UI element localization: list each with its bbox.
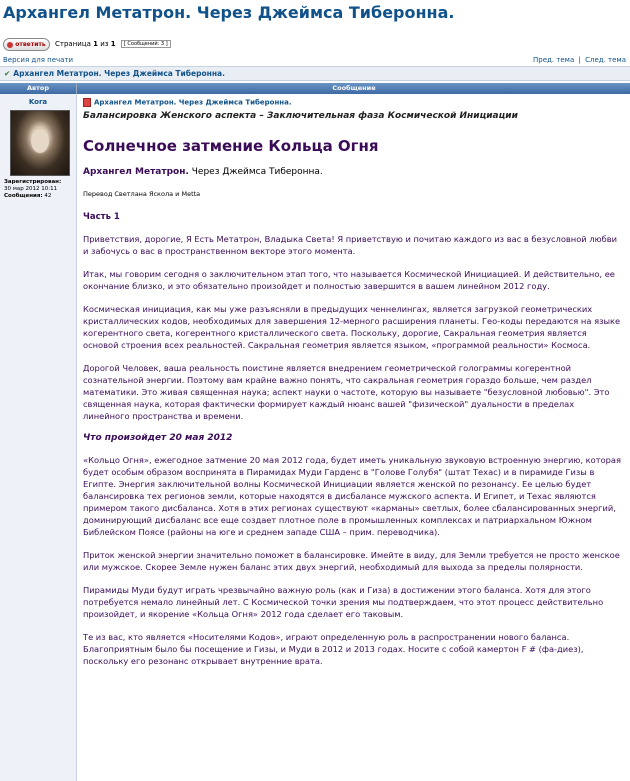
avatar bbox=[10, 110, 70, 176]
registered-label: Зарегистрирован: bbox=[4, 179, 62, 185]
nav-separator: | bbox=[578, 56, 581, 64]
avatar-face bbox=[31, 129, 49, 153]
breadcrumb bbox=[0, 66, 630, 81]
post-subject-text: Архангел Метатрон. Через Джеймса Тиберонна. bbox=[94, 98, 292, 107]
author-profile bbox=[0, 94, 77, 781]
part-heading: Часть 1 bbox=[83, 212, 120, 222]
table-header bbox=[0, 83, 630, 94]
page-total: 1 bbox=[110, 40, 116, 48]
post-subject[interactable] bbox=[83, 98, 623, 107]
paragraph: Те из вас, кто является «Носителями Кодов», играют определенную роль в распространении нового баланса. Благоприятным было бы посещение и Гизы, и Муди в 2012 и 2013 годах. Носите с собой камертон F # (фа-диез), поскольку его резонанс открывает внутренние врата. bbox=[83, 632, 584, 666]
reply-icon bbox=[7, 42, 13, 48]
posts-value: 42 bbox=[44, 193, 52, 199]
post-author-name: Архангел Метатрон. bbox=[83, 167, 189, 177]
check-icon: ✔ bbox=[4, 69, 11, 78]
post-heading: Солнечное затмение Кольца Огня bbox=[83, 137, 379, 155]
breadcrumb-link[interactable]: Архангел Метатрон. Через Джеймса Тиберонна. bbox=[13, 69, 225, 78]
author-meta bbox=[4, 179, 61, 200]
subheading: Что произойдет 20 мая 2012 bbox=[83, 433, 233, 443]
prev-topic-link[interactable]: Пред. тема bbox=[532, 56, 575, 64]
page-number: 1 bbox=[93, 40, 98, 48]
author-column-header: Автор bbox=[26, 84, 50, 92]
message-count: [ Сообщений: 3 ] bbox=[121, 40, 171, 48]
print-version-link[interactable]: Версия для печати bbox=[3, 56, 74, 64]
post-lead: Балансировка Женского аспекта – Заключительная фаза Космической Инициации bbox=[83, 111, 518, 121]
post-icon bbox=[83, 98, 91, 107]
topic-nav bbox=[531, 56, 626, 64]
reply-button[interactable] bbox=[3, 38, 50, 51]
posts-label: Сообщения: bbox=[4, 193, 43, 199]
paragraph: Итак, мы говорим сегодня о заключительном этап того, что называется Космической Инициацией. И действительно, ее окончание близко, и это обязательно произойдет и полностью завершится в вашем линейном 2012 году. bbox=[83, 269, 615, 291]
pagination-info bbox=[55, 40, 171, 48]
next-topic-link[interactable]: След. тема bbox=[585, 56, 626, 64]
author-name[interactable]: Kora bbox=[28, 98, 48, 106]
page-text: Страница bbox=[55, 40, 91, 48]
of-text: из bbox=[100, 40, 109, 48]
paragraph: Приток женской энергии значительно поможет в балансировке. Имейте в виду, для Земли требуется не просто женское или мужское. Скорее Земле нужен баланс этих двух энергий, необходимый для выхода за пределы полярности. bbox=[83, 550, 620, 572]
paragraph: Пирамиды Муди будут играть чрезвычайно важную роль (как и Гиза) в достижении этого баланса. Хотя для этого потребуется немало линейный лет. С Космической точки зрения мы подтверждаем, что этот процесс действительно произойдет, и якорение «Кольца Огня» 2012 года сделает его таковым. bbox=[83, 585, 604, 619]
paragraph: Приветствия, дорогие, Я Есть Метатрон, Владыка Света! Я приветствую и почитаю каждого из вас в безусловной любви и забочусь о вас в пространственном векторе этого момента. bbox=[83, 234, 618, 256]
translation-credit: Перевод Светлана Яскола и Metta bbox=[83, 190, 201, 198]
paragraph: Космическая инициация, как мы уже разъясняли в предыдущих ченнелингах, является загрузкой геометрических кристаллических кодов, необходимых для завершения 12-мерного расширения планеты. Гео-коды передаются на языке когерентного света, когерентного кристаллического света. Поскольку, дорогие, Сакральная геометрия является основой строения всех реальностей. Сакральная геометрия является языком, «программой реальности» Космоса. bbox=[83, 304, 621, 350]
reply-label: ответить bbox=[15, 41, 46, 48]
post-body bbox=[83, 96, 623, 667]
post-author-line bbox=[83, 167, 623, 177]
message-column-header: Сообщение bbox=[76, 83, 630, 94]
paragraph: Дорогой Человек, ваша реальность поистине является внедрением геометрической голограммы когерентной сознательной энергии. Поэтому вам крайне важно понять, что сакральная геометрия гораздо больше, чем раздел математики. Это живая священная наука; аспект науки о частоте, которую вы называете "безусловной любовью". Это священная наука, которая фактически формирует каждый нюанс вашей "физической" дуальности в пределах линейного пространства и времени. bbox=[83, 363, 610, 421]
paragraph: «Кольцо Огня», ежегодное затмение 20 мая 2012 года, будет иметь уникальную звуковую встроенную энергию, которая будет особым образом воспринята в Пирамидах Муди Гарденс в "Голове Голубя" (штат Техас) и в пирамиде Гизы в Египте. Энергия заключительной волны Космической Инициации является женской по резонансу. Ее целью будет балансировка тех регионов земли, которые находятся в дисбалансе мужского аспекта. И Египет, и Техас являются примером такого дисбаланса. Хотя в этих регионах существуют «карманы» светлых, более сбалансированных энергий, доминирующий дисбаланс все еще создает плотное поле в промышленных комплексах и патриархальном Южном Библейском Поясе (районы на юге и среднем западе США – прим. переводчика). bbox=[83, 455, 622, 537]
page-title[interactable]: Архангел Метатрон. Через Джеймса Тиберонна. bbox=[3, 3, 455, 22]
registered-value: 30 мар 2012 10:11 bbox=[4, 186, 58, 192]
post-author-via: Через Джеймса Тиберонна. bbox=[188, 167, 323, 177]
